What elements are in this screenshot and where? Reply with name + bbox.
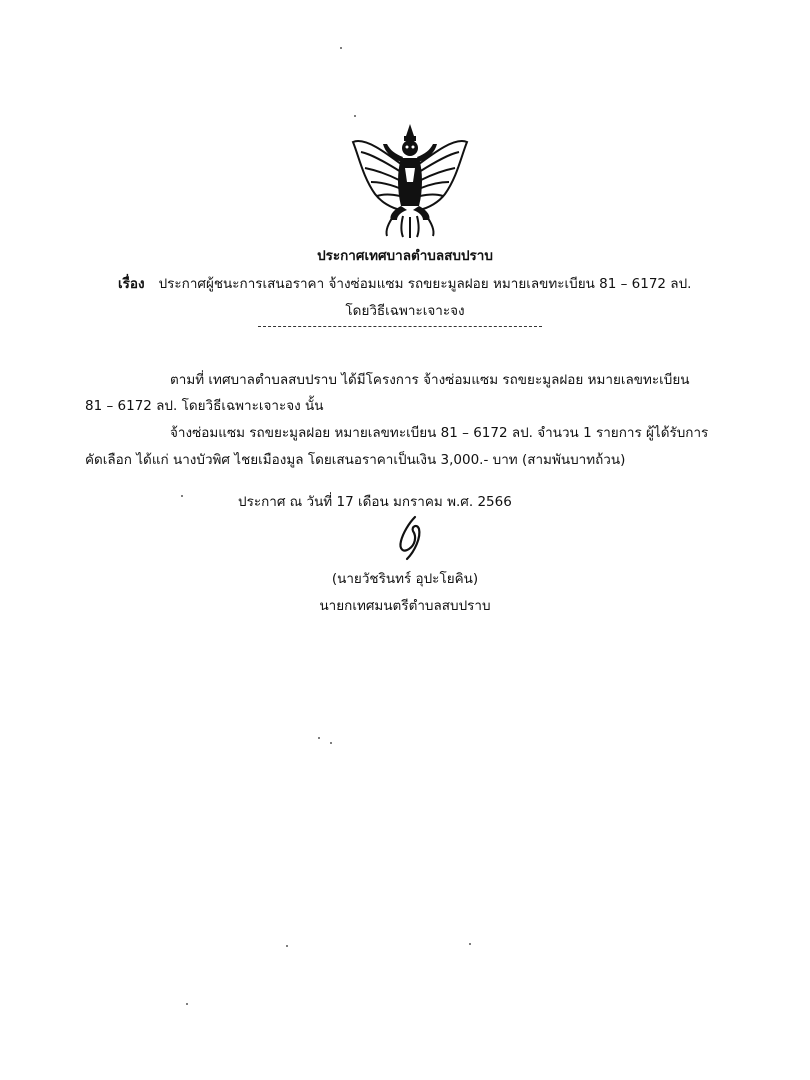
dashed-divider [258, 326, 542, 327]
scan-speck [318, 737, 320, 739]
scan-speck [354, 115, 356, 117]
announcement-header: ประกาศเทศบาลตำบลสบปราบ [317, 248, 493, 264]
subject-method: โดยวิธีเฉพาะเจาะจง [345, 303, 465, 319]
subject-label: เรื่อง [118, 276, 145, 292]
announcement-date: ประกาศ ณ วันที่ 17 เดือน มกราคม พ.ศ. 2566 [238, 494, 512, 510]
subject-text: ประกาศผู้ชนะการเสนอราคา จ้างซ่อมแซม รถขยะมูลฝอย หมายเลขทะเบียน 81 – 6172 ลป. [158, 276, 692, 292]
scan-speck [181, 495, 183, 497]
scan-speck [330, 742, 332, 744]
scan-speck [340, 47, 342, 49]
paragraph-2-line-1: จ้างซ่อมแซม รถขยะมูลฝอย หมายเลขทะเบียน 81 – 6172 ลป. จำนวน 1 รายการ ผู้ได้รับการ [170, 425, 709, 441]
signer-title: นายกเทศมนตรีตำบลสบปราบ [319, 598, 491, 614]
paragraph-1-line-2: 81 – 6172 ลป. โดยวิธีเฉพาะเจาะจง นั้น [85, 398, 324, 414]
garuda-emblem-icon [345, 122, 475, 240]
scan-speck [469, 943, 471, 945]
signer-name: (นายวัชรินทร์ อุปะโยคิน) [331, 571, 479, 587]
subject-line [118, 275, 691, 293]
paragraph-2-line-2: คัดเลือก ได้แก่ นางบัวพิศ ไชยเมืองมูล โดยเสนอราคาเป็นเงิน 3,000.- บาท (สามพันบาทถ้วน) [85, 452, 626, 468]
scan-speck [186, 1003, 188, 1005]
paragraph-1-line-1: ตามที่ เทศบาลตำบลสบปราบ ได้มีโครงการ จ้างซ่อมแซม รถขยะมูลฝอย หมายเลขทะเบียน [170, 372, 690, 388]
scan-speck [286, 945, 288, 947]
handwritten-signature-icon [385, 513, 435, 563]
